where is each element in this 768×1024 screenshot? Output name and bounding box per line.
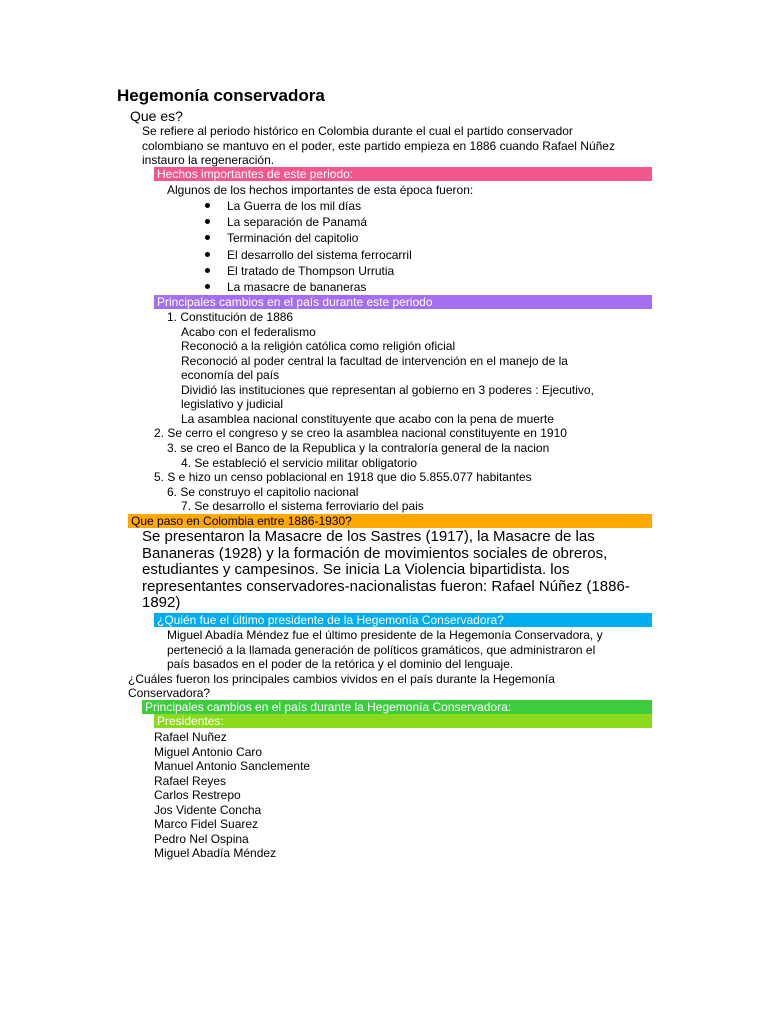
cambios-item: 2. Se cerro el congreso y se creo la asamblea nacional constituyente en 1910 <box>154 426 567 440</box>
intro-line-2: colombiano se mantuvo en el poder, este partido empieza en 1886 cuando Rafael Núñez <box>142 138 615 153</box>
paso-header: Que paso en Colombia entre 1886-1930? <box>128 514 652 528</box>
president-item: Marco Fidel Suarez <box>154 817 259 831</box>
cambios-item: Acabo con el federalismo <box>181 324 316 339</box>
cambios-item: Dividió las instituciones que representan al gobierno en 3 poderes : Ejecutivo, <box>181 382 594 397</box>
intro-line-1: Se refiere al periodo histórico en Colombia durante el cual el partido conservador <box>142 124 573 138</box>
page-title: Hegemonía conservadora <box>117 86 325 105</box>
list-item: Terminación del capitolio <box>227 231 359 245</box>
president-item: Rafael Nuñez <box>154 730 227 744</box>
ultimo-line-2: perteneció a la llamada generación de políticos gramáticos, que administraron el <box>167 642 596 657</box>
cambios-header: Principales cambios en el país durante este periodo <box>154 295 652 309</box>
cambios-item: 5. S e hizo un censo poblacional en 1918 que dio 5.855.077 habitantes <box>154 470 532 484</box>
list-item: La Guerra de los mil días <box>227 199 362 213</box>
presidentes-header: Presidentes: <box>154 714 652 728</box>
que-es-heading: Que es? <box>130 108 183 124</box>
intro-line-3: instauro la regeneración. <box>142 153 275 167</box>
president-item: Miguel Abadía Méndez <box>154 846 277 860</box>
pregunta-line-1: ¿Cuáles fueron los principales cambios vividos en el país durante la Hegemonía <box>128 671 555 686</box>
cambios-item: Reconoció al poder central la facultad de intervención en el manejo de la <box>181 353 568 368</box>
president-item: Carlos Restrepo <box>154 788 241 802</box>
list-item: La masacre de bananeras <box>227 280 367 294</box>
cambios-item: 3. se creo el Banco de la Republica y la contraloría general de la nacion <box>167 441 550 455</box>
president-item: Pedro Nel Ospina <box>154 831 249 846</box>
cambios-item: 6. Se construyo el capitolio nacional <box>167 484 359 499</box>
paso-text: Se presentaron la Masacre de los Sastres (1917), la Masacre de las Bananeras (1928) y la formación de movimientos sociales de obreros, estudiantes y campesinos. Se inicia La Violencia bipartidista. los representantes conservadores-nacionalistas fueron: Rafael Núñez (1886-1892) <box>142 528 630 611</box>
cambios-item: economía del país <box>181 368 280 382</box>
president-item: Miguel Antonio Caro <box>154 744 263 759</box>
list-item: El tratado de Thompson Urrutia <box>227 264 395 278</box>
list-item: La separación de Panamá <box>227 215 368 229</box>
ultimo-line-1: Miguel Abadía Méndez fue el último presidente de la Hegemonía Conservadora, y <box>167 628 603 642</box>
president-item: Jos Vidente Concha <box>154 802 262 817</box>
cambios-item: 4. Se estableció el servicio militar obligatorio <box>181 455 418 470</box>
president-item: Rafael Reyes <box>154 773 227 788</box>
cambios-item: legislativo y judicial <box>181 397 284 411</box>
list-item: El desarrollo del sistema ferrocarril <box>227 248 412 262</box>
cambios-item: 1. Constitución de 1886 <box>167 310 294 324</box>
ultimo-line-3: país basados en el poder de la retórica y el dominio del lenguaje. <box>167 657 514 671</box>
ultimo-header: ¿Quién fue el último presidente de la Hegemonía Conservadora? <box>154 613 652 627</box>
cambios-item: La asamblea nacional constituyente que acabo con la pena de muerte <box>181 411 554 426</box>
cambios-item: Reconoció a la religión católica como religión oficial <box>181 339 456 353</box>
hechos-intro: Algunos de los hechos importantes de esta época fueron: <box>167 183 474 197</box>
cambios-item: 7. Se desarrollo el sistema ferroviario del pais <box>181 499 424 513</box>
cambios2-header: Principales cambios en el país durante la Hegemonía Conservadora: <box>142 700 652 714</box>
president-item: Manuel Antonio Sanclemente <box>154 759 311 773</box>
hechos-header: Hechos importantes de este periodo: <box>154 167 652 181</box>
pregunta-line-2: Conservadora? <box>128 686 211 700</box>
